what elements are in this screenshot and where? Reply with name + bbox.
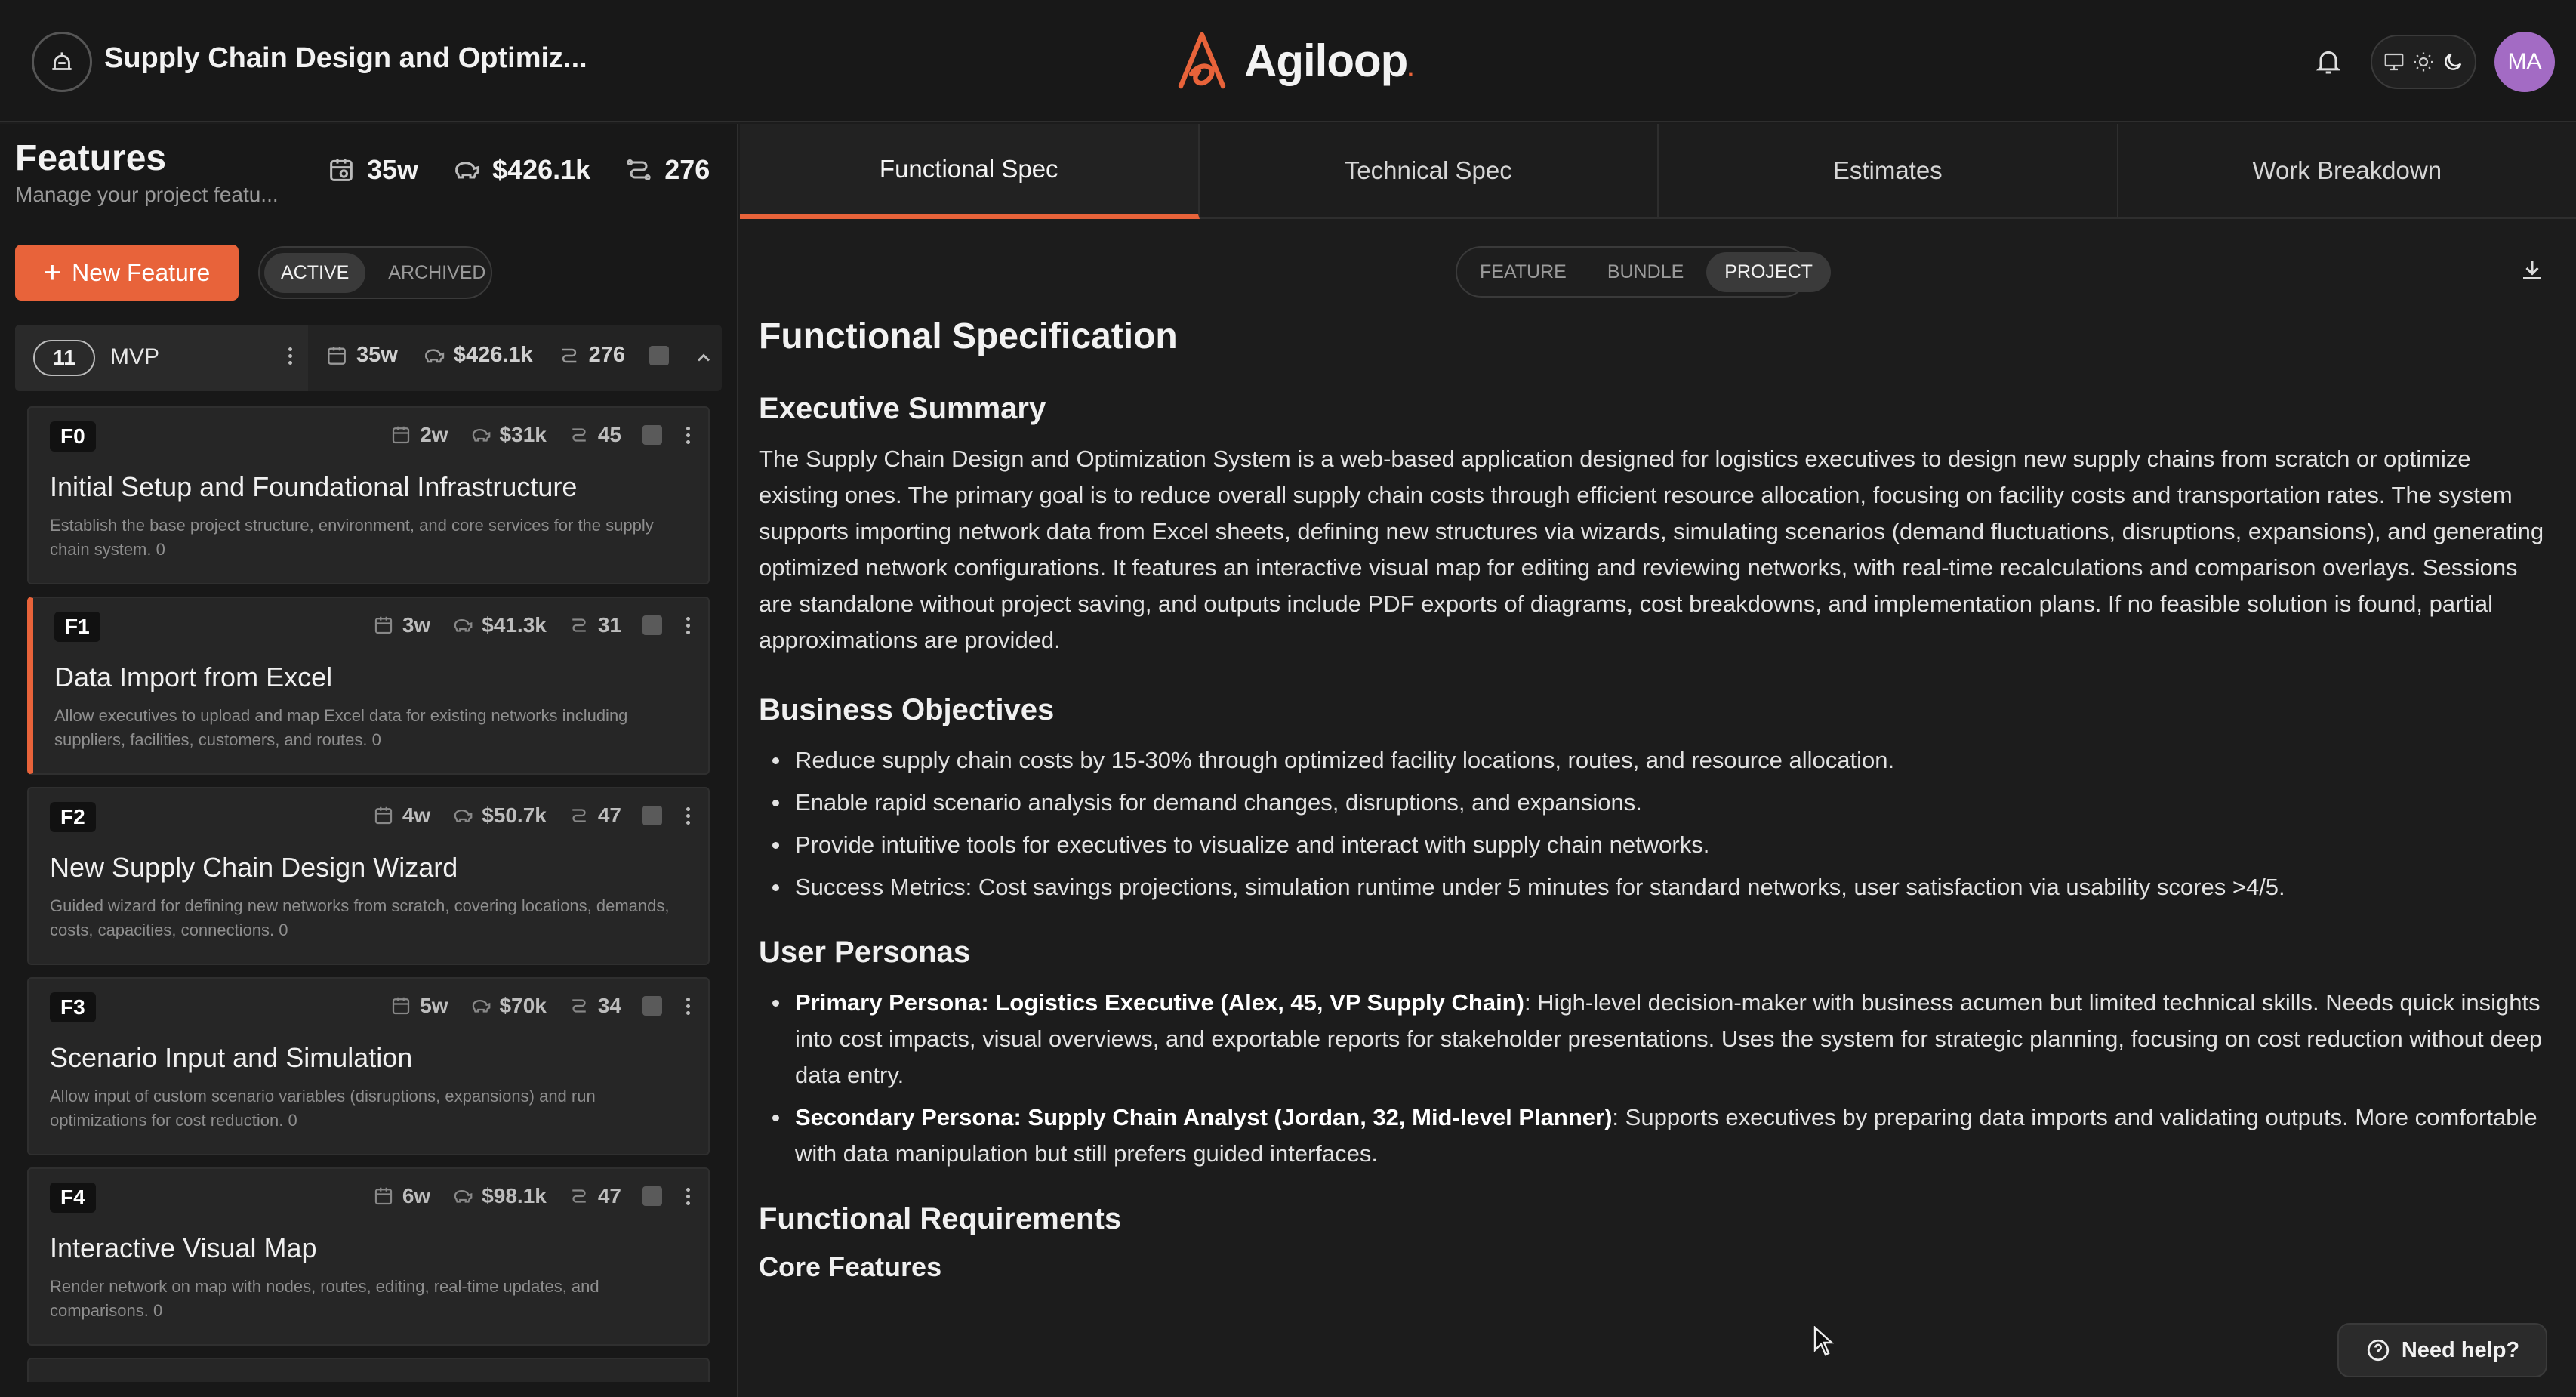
feature-cost: $98.1k [482, 1184, 547, 1207]
feature-stats [372, 613, 690, 637]
business-objectives-list [759, 742, 2556, 905]
tab-technical-spec[interactable]: Technical Spec [1200, 124, 1659, 219]
feature-title: Data Import from Excel [54, 661, 333, 692]
bundle-count-badge: 11 [33, 340, 95, 376]
stat-points: 276 [664, 154, 710, 185]
bundle-duration: 35w [356, 343, 398, 367]
active-archived-toggle [258, 246, 492, 299]
calendar-icon [390, 995, 412, 1017]
objective-item: Reduce supply chain costs by 15-30% through optimized facility locations, routes, and resource allocation. [759, 742, 2556, 779]
feature-stats [372, 1184, 690, 1208]
route-icon [624, 155, 654, 185]
calendar-icon [372, 614, 395, 637]
functional-spec-document [759, 316, 2556, 1397]
notification-bell-icon[interactable] [2313, 45, 2343, 81]
bundle-menu-icon[interactable] [288, 347, 292, 365]
feature-description: Allow input of custom scenario variables (disruptions, expansions) and run optimizations for cost reduction. 0 [50, 1087, 596, 1130]
moon-icon[interactable] [2442, 51, 2464, 73]
features-title: Features [15, 138, 167, 178]
feature-title: New Supply Chain Design Wizard [50, 852, 458, 883]
app-header [0, 0, 2576, 122]
calendar-icon [390, 424, 412, 446]
piggy-bank-icon [451, 1185, 474, 1207]
route-icon [568, 614, 590, 637]
filter-archived-button[interactable]: ARCHIVED [388, 261, 486, 283]
feature-description: Establish the base project structure, environment, and core services for the supply chain system. 0 [50, 516, 654, 559]
executive-summary-heading: Executive Summary [759, 392, 1046, 425]
business-objectives-heading: Business Objectives [759, 693, 1055, 726]
feature-description: Allow executives to upload and map Excel data for existing networks including suppliers, facilities, customers, and routes. 0 [54, 706, 628, 749]
bundle-name: MVP [110, 344, 160, 369]
doc-title: Functional Specification [759, 316, 1178, 356]
features-stats [326, 154, 732, 186]
feature-points: 47 [597, 803, 621, 827]
scope-bundle-button[interactable]: BUNDLE [1607, 261, 1684, 282]
calendar-icon [325, 344, 349, 368]
feature-stats [390, 423, 690, 447]
calendar-icon [372, 1185, 395, 1207]
piggy-bank-icon [422, 344, 446, 368]
feature-title: Interactive Visual Map [50, 1232, 317, 1263]
piggy-bank-icon [451, 155, 482, 185]
feature-card[interactable] [27, 787, 710, 965]
stat-duration: 35w [367, 154, 419, 185]
stat-cost: $426.1k [492, 154, 591, 185]
feature-duration: 4w [402, 803, 431, 827]
feature-duration: 2w [420, 423, 448, 446]
feature-points: 34 [597, 994, 621, 1017]
feature-cost: $50.7k [482, 803, 547, 827]
features-panel [0, 124, 738, 1397]
feature-checkbox[interactable] [642, 615, 662, 635]
feature-cost: $31k [499, 423, 547, 446]
route-icon [568, 995, 590, 1017]
chevron-up-icon[interactable] [693, 347, 714, 369]
route-icon [568, 804, 590, 827]
new-feature-button[interactable] [15, 245, 239, 301]
feature-points: 47 [597, 1184, 621, 1207]
need-help-button[interactable] [2337, 1323, 2547, 1377]
tab-estimates[interactable]: Estimates [1659, 124, 2118, 219]
features-subtitle: Manage your project featu... [15, 183, 279, 206]
feature-id: F1 [54, 612, 100, 642]
feature-id: F4 [50, 1183, 96, 1213]
feature-cost: $70k [499, 994, 547, 1017]
route-icon [568, 424, 590, 446]
feature-id: F0 [50, 421, 96, 452]
feature-checkbox[interactable] [642, 996, 662, 1016]
core-features-heading: Core Features [759, 1251, 942, 1282]
feature-duration: 3w [402, 613, 431, 637]
feature-card[interactable] [27, 1358, 710, 1382]
feature-menu-icon[interactable] [686, 427, 690, 444]
user-avatar[interactable]: MA [2494, 32, 2555, 92]
persona-text: : Supports executives by preparing data imports and validating outputs. More comfortable with data manipulation but still prefers guided interfaces. [795, 1104, 2537, 1167]
bundle-header[interactable] [15, 325, 722, 391]
monitor-icon[interactable] [2383, 51, 2405, 73]
feature-id: F3 [50, 992, 96, 1022]
spec-tabs [740, 124, 2576, 219]
bundle-title-area[interactable] [15, 325, 308, 391]
route-icon [568, 1185, 590, 1207]
bundle-points: 276 [588, 343, 626, 367]
persona-item [759, 985, 2556, 1093]
plus-icon: + [43, 256, 62, 289]
tab-work-breakdown[interactable]: Work Breakdown [2118, 124, 2576, 219]
bundle-checkbox[interactable] [649, 346, 669, 365]
scope-project-button[interactable]: PROJECT [1706, 252, 1831, 292]
sun-icon[interactable] [2412, 51, 2435, 73]
feature-points: 31 [597, 613, 621, 637]
piggy-bank-icon [470, 995, 492, 1017]
feature-checkbox[interactable] [642, 425, 662, 445]
persona-name: Secondary Persona: Supply Chain Analyst (Jordan, 32, Mid-level Planner) [795, 1104, 1613, 1130]
calendar-icon [326, 155, 356, 185]
feature-id: F2 [50, 802, 96, 832]
theme-switcher[interactable] [2371, 35, 2476, 89]
feature-list [27, 406, 710, 1382]
feature-card[interactable] [27, 977, 710, 1155]
persona-item [759, 1099, 2556, 1172]
feature-menu-icon[interactable] [686, 807, 690, 825]
feature-card[interactable] [27, 406, 710, 584]
objective-item: Success Metrics: Cost savings projections, simulation runtime under 5 minutes for standard networks, user satisfaction via usability scores >4/5. [759, 869, 2556, 905]
executive-summary-text: The Supply Chain Design and Optimization System is a web-based application designed for logistics executives to design new supply chains from scratch or optimize existing ones. The primary goal is to reduce overall supply chain costs through efficient resource allocation, focusing on facility costs and transportation rates. The system supports importing network data from Excel sheets, defining new structures via wizards, simulating scenarios (demand fluctuations, disruptions, expansions), and generating optimized network configurations. It features an interactive visual map for editing and reviewing networks, with real-time recalculations and comparison overlays. Sessions are standalone without project saving, and outputs include PDF exports of diagrams, cost breakdowns, and implementation plans. If no feasible solution is found, partial approximations are provided. [759, 446, 2544, 653]
feature-menu-icon[interactable] [686, 617, 690, 634]
scope-toggle [1456, 246, 1813, 298]
scope-feature-button[interactable]: FEATURE [1480, 261, 1567, 282]
bundle-cost: $426.1k [453, 343, 533, 367]
new-feature-label: New Feature [72, 258, 211, 286]
feature-checkbox[interactable] [642, 806, 662, 825]
functional-requirements-heading: Functional Requirements [759, 1202, 1122, 1235]
bundle-stats [325, 343, 669, 368]
feature-checkbox[interactable] [642, 1186, 662, 1206]
need-help-label: Need help? [2401, 1337, 2520, 1362]
feature-description: Render network on map with nodes, routes, editing, real-time updates, and comparisons. 0 [50, 1277, 599, 1320]
objective-item: Enable rapid scenario analysis for demand changes, disruptions, and expansions. [759, 785, 2556, 821]
feature-stats [372, 803, 690, 828]
logo-text: Agiloop. [1244, 35, 1413, 86]
piggy-bank-icon [470, 424, 492, 446]
feature-points: 45 [597, 423, 621, 446]
filter-active-button[interactable]: ACTIVE [264, 253, 365, 293]
piggy-bank-icon [451, 804, 474, 827]
mouse-cursor-icon [1813, 1326, 1835, 1356]
download-icon[interactable] [2519, 257, 2546, 284]
agiloop-logo [1175, 29, 1413, 92]
feature-description: Guided wizard for defining new networks from scratch, covering locations, demands, costs, capacities, connections. 0 [50, 896, 670, 939]
feature-card-selected[interactable] [27, 597, 710, 775]
help-circle-icon [2365, 1337, 2391, 1363]
route-icon [557, 344, 581, 368]
user-personas-list [759, 985, 2556, 1172]
feature-menu-icon[interactable] [686, 998, 690, 1015]
user-personas-heading: User Personas [759, 936, 971, 969]
piggy-bank-icon [451, 614, 474, 637]
project-icon[interactable] [32, 32, 92, 92]
feature-card[interactable] [27, 1167, 710, 1346]
feature-stats [390, 994, 690, 1018]
project-title[interactable]: Supply Chain Design and Optimiz... [104, 42, 587, 74]
calendar-icon [372, 804, 395, 827]
tab-functional-spec[interactable]: Functional Spec [740, 124, 1200, 219]
feature-menu-icon[interactable] [686, 1188, 690, 1205]
feature-title: Initial Setup and Foundational Infrastructure [50, 471, 578, 502]
feature-cost: $41.3k [482, 613, 547, 637]
feature-duration: 6w [402, 1184, 431, 1207]
objective-item: Provide intuitive tools for executives to visualize and interact with supply chain networks. [759, 827, 2556, 863]
persona-name: Primary Persona: Logistics Executive (Alex, 45, VP Supply Chain) [795, 989, 1524, 1016]
feature-title: Scenario Input and Simulation [50, 1042, 413, 1073]
feature-duration: 5w [420, 994, 448, 1017]
persona-text: : High-level decision-maker with business acumen but limited technical skills. Needs quick insights into cost impacts, visual overviews, and exportable reports for stakeholder presentations. Uses the system for strategic planning, focusing on cost reduction without deep data entry. [795, 989, 2543, 1088]
